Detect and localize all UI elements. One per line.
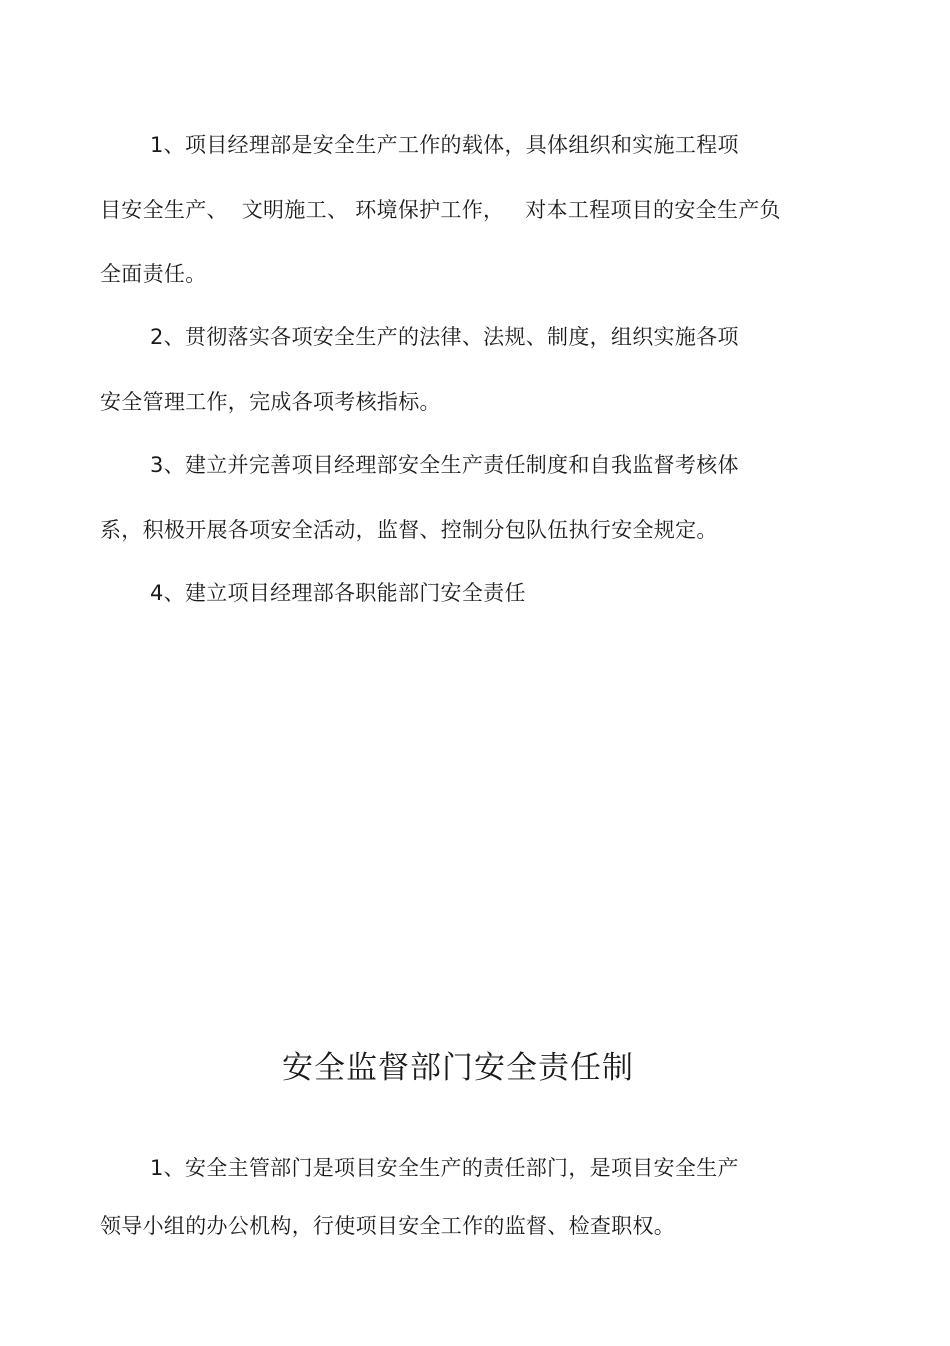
s2-p1-line2: 领导小组的办公机构，行使项目安全工作的监督、检查职权。 <box>100 1214 676 1238</box>
s1-p1-line1: 1、项目经理部是安全生产工作的载体，具体组织和实施工程项 <box>150 133 739 157</box>
s1-p1-line3: 全面责任。 <box>100 262 207 286</box>
s1-p4-line1: 4、建立项目经理部各职能部门安全责任 <box>150 581 526 605</box>
s1-p1-line2: 目安全生产、 文明施工、 环境保护工作， 对本工程项目的安全生产负 <box>100 198 781 222</box>
section-title: 安全监督部门安全责任制 <box>282 1050 634 1086</box>
s1-p2-line1: 2、贯彻落实各项安全生产的法律、法规、制度，组织实施各项 <box>150 325 739 349</box>
s2-p1-line1: 1、安全主管部门是项目安全生产的责任部门，是项目安全生产 <box>150 1156 739 1180</box>
s1-p3-line1: 3、建立并完善项目经理部安全生产责任制度和自我监督考核体 <box>150 453 739 477</box>
s1-p3-line2: 系，积极开展各项安全活动，监督、控制分包队伍执行安全规定。 <box>100 518 718 542</box>
s1-p2-line2: 安全管理工作，完成各项考核指标。 <box>100 390 441 414</box>
